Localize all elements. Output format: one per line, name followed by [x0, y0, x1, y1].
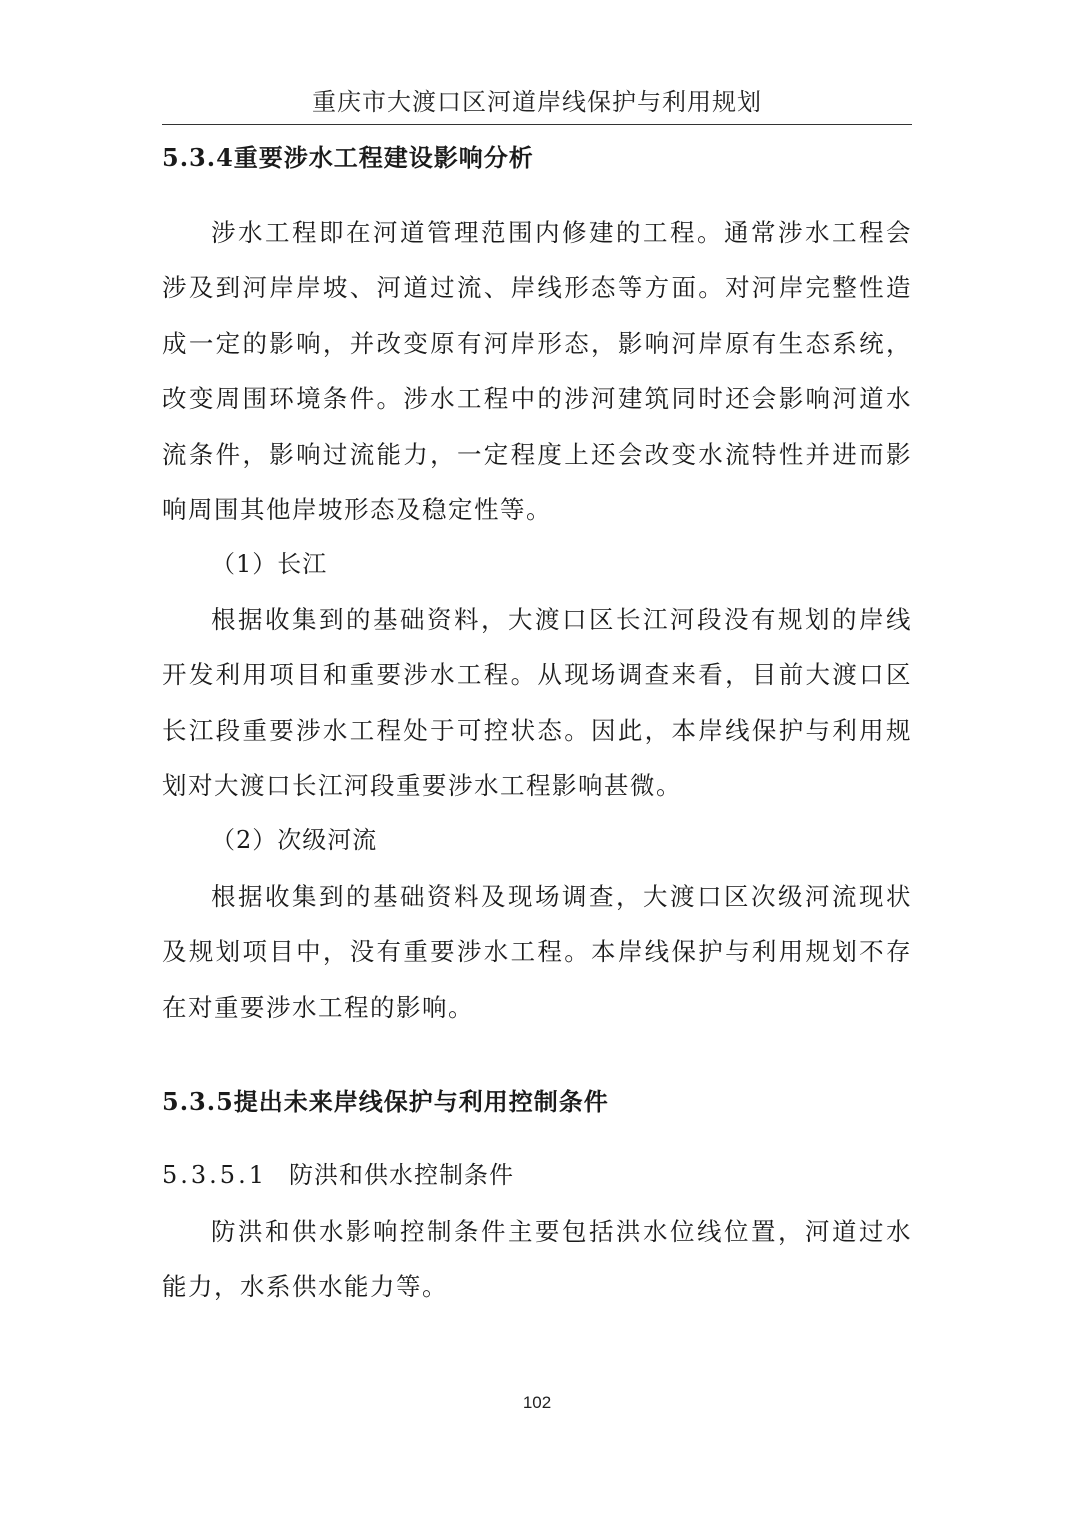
section-heading-5-3-5: 5.3.5提出未来岸线保护与利用控制条件: [162, 1087, 609, 1116]
intro-paragraph: 涉水工程即在河道管理范围内修建的工程。通常涉水工程会涉及到河岸岸坡、河道过流、岸线形态等方面。对河岸完整性造成一定的影响，并改变原有河岸形态，影响河岸原有生态系统，改变周围环境条件。涉水工程中的涉河建筑同时还会影响河道水流条件，影响过流能力，一定程度上还会改变水流特性并进而影响周围其他岸坡形态及稳定性等。: [162, 218, 912, 525]
item-secondary-rivers-label: （2）次级河流: [211, 826, 378, 854]
item-yangtze-paragraph: 根据收集到的基础资料，大渡口区长江河段没有规划的岸线开发利用项目和重要涉水工程。从现场调查来看，目前大渡口区长江段重要涉水工程处于可控状态。因此，本岸线保护与利用规划对大渡口长江河段重要涉水工程影响甚微。: [162, 605, 912, 801]
subsection-number: 5.3.5.1: [162, 1161, 267, 1189]
section-heading-5-3-4: 5.3.4重要涉水工程建设影响分析: [162, 143, 534, 172]
subsection-heading-5-3-5-1: [162, 1159, 514, 1191]
subsection-title: 防洪和供水控制条件: [288, 1161, 514, 1189]
item-secondary-rivers-paragraph: 根据收集到的基础资料及现场调查，大渡口区次级河流现状及规划项目中，没有重要涉水工程。本岸线保护与利用规划不存在对重要涉水工程的影响。: [162, 882, 912, 1022]
header-divider: [162, 124, 912, 125]
page-number: 102: [522, 1393, 552, 1412]
flood-control-paragraph: 防洪和供水影响控制条件主要包括洪水位线位置，河道过水能力，水系供水能力等。: [162, 1217, 912, 1302]
running-header: 重庆市大渡口区河道岸线保护与利用规划: [312, 88, 762, 116]
item-yangtze-label: （1）长江: [211, 550, 328, 578]
